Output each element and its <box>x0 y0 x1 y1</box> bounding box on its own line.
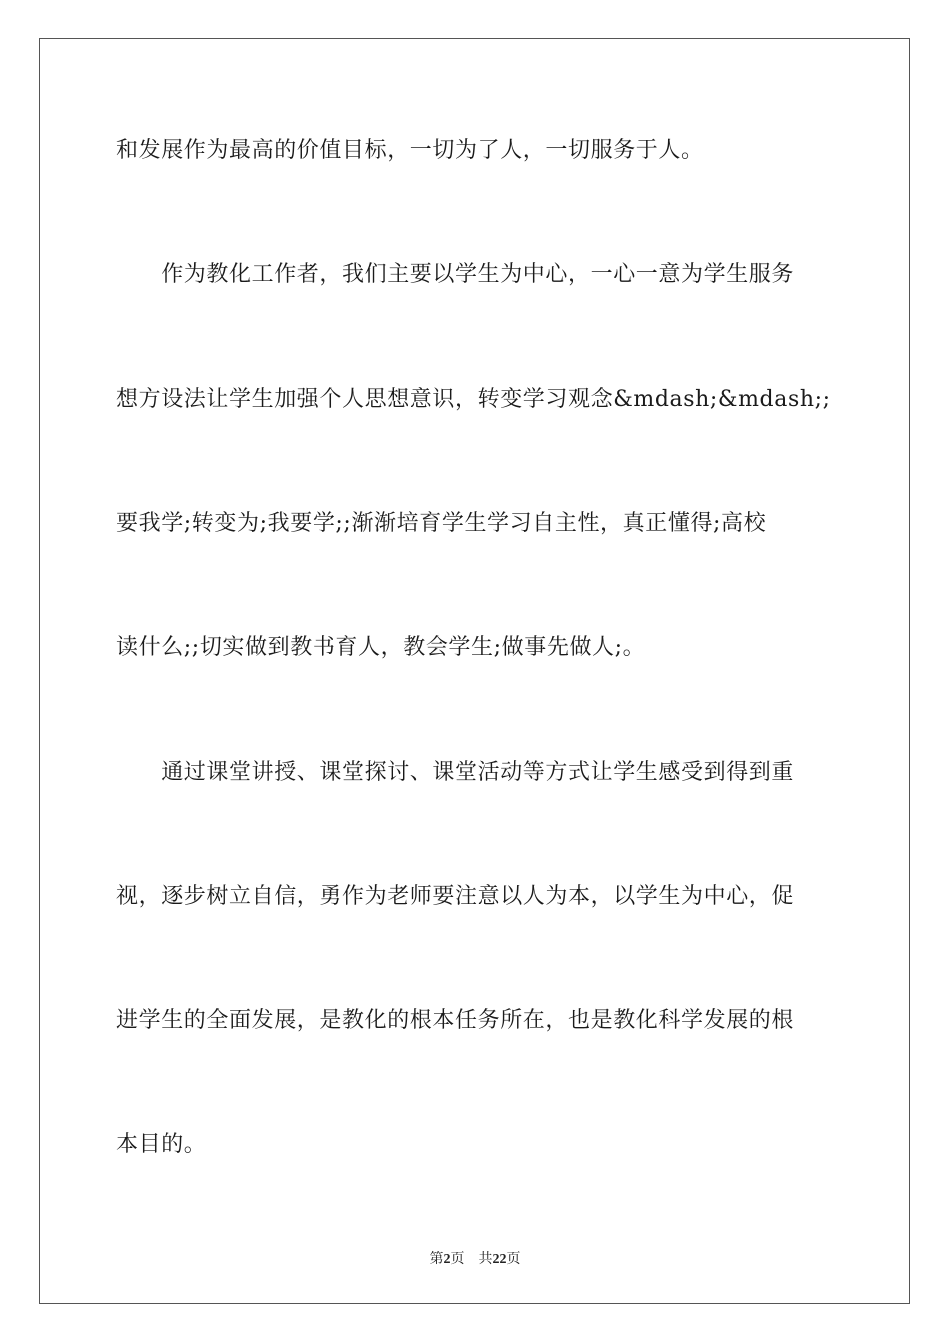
paragraph-line: 想方设法让学生加强个人思想意识，转变学习观念&mdash;&mdash;; <box>116 387 831 412</box>
total-pages: 22 <box>492 1252 507 1267</box>
total-unit: 页 <box>506 1252 521 1267</box>
total-prefix: 共 <box>478 1252 493 1267</box>
page-border <box>39 38 910 1304</box>
paragraph-line: 进学生的全面发展，是教化的根本任务所在，也是教化科学发展的根 <box>116 1008 795 1033</box>
paragraph-line: 本目的。 <box>116 1132 207 1157</box>
paragraph-line: 作为教化工作者，我们主要以学生为中心，一心一意为学生服务 <box>116 262 795 287</box>
paragraph-line: 读什么;;切实做到教书育人，教会学生;做事先做人;。 <box>116 635 646 660</box>
page-unit: 页 <box>450 1252 465 1267</box>
page-footer <box>0 1248 950 1268</box>
page-prefix: 第 <box>429 1252 444 1267</box>
paragraph-line: 要我学;转变为;我要学;;渐渐培育学生学习自主性，真正懂得;高校 <box>116 511 767 536</box>
paragraph-line: 通过课堂讲授、课堂探讨、课堂活动等方式让学生感受到得到重 <box>116 760 795 785</box>
page-number: 2 <box>443 1252 451 1267</box>
paragraph-line: 和发展作为最高的价值目标，一切为了人，一切服务于人。 <box>116 138 704 163</box>
paragraph-line: 视，逐步树立自信，勇作为老师要注意以人为本，以学生为中心，促 <box>116 884 795 909</box>
